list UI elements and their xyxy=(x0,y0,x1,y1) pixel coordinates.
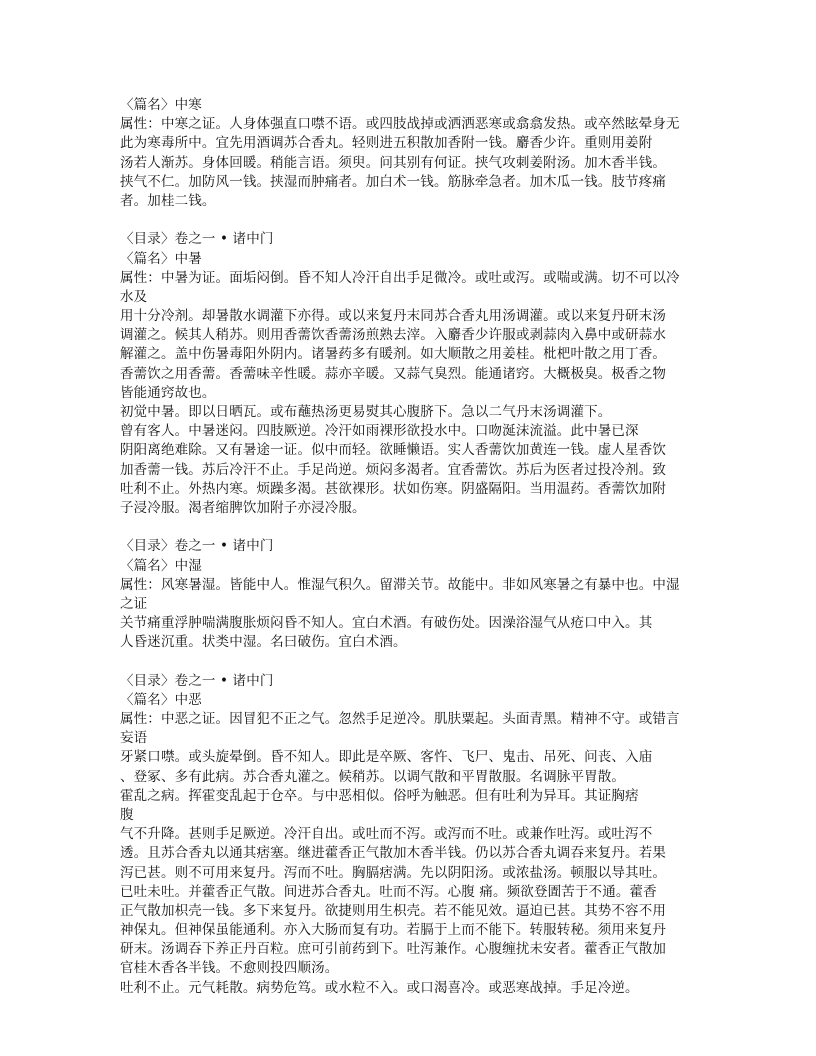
text-line: 解灌之。盖中伤暑毒阳外阴内。诸暑药多有暖剂。如大顺散之用姜桂。枇杷叶散之用丁香。 xyxy=(120,346,666,363)
section-title: 〈篇名〉中恶 xyxy=(120,691,202,708)
text-line: 、登冢、多有此病。苏合香丸灌之。候稍苏。以调气散和平胃散服。名调脉平胃散。 xyxy=(120,768,626,785)
text-line: 属性：中暑为证。面垢闷倒。昏不知人冷汗自出手足微冷。或吐或泻。或喘或满。切不可以冷 xyxy=(120,269,680,286)
section-title: 〈篇名〉中寒 xyxy=(120,97,202,113)
text-line: 牙紧口噤。或头旋晕倒。昏不知人。即此是卒厥、客忤、飞尸、鬼击、吊死、问丧、入庙 xyxy=(120,749,653,766)
text-line: 神保丸。但神保虽能通利。亦入大肠而复有功。若膈于上而不能下。转服转秘。须用来复丹 xyxy=(120,922,666,939)
section-zhong-shi xyxy=(120,537,702,652)
text-line: 属性：风寒暑湿。皆能中人。惟湿气积久。留滞关节。故能中。非如风寒暑之有暴中也。中湿 xyxy=(120,576,680,593)
text-line: 泻已甚。则不可用来复丹。泻而不吐。胸膈痞满。先以阴阳汤。或浓盐汤。顿服以导其吐。 xyxy=(120,864,666,881)
text-line: 妄语 xyxy=(120,730,148,747)
text-line: 吐利不止。元气耗散。病势危笃。或水粒不入。或口渴喜冷。或恶寒战掉。手足冷逆。 xyxy=(120,979,639,996)
section-zhong-shu xyxy=(120,230,702,518)
text-line: 挟气不仁。加防风一钱。挟湿而肿痛者。加白术一钱。筋脉牵急者。加木瓜一钱。肢节疼痛 xyxy=(120,173,666,190)
text-line: 加香薷一钱。苏后冷汗不止。手足尚逆。烦闷多渴者。宜香薷饮。苏后为医者过投冷剂。致 xyxy=(120,461,666,478)
text-line: 皆能通窍故也。 xyxy=(120,384,216,401)
text-line: 霍乱之病。挥霍变乱起于仓卒。与中恶相似。俗呼为触恶。但有吐利为异耳。其证胸痞 xyxy=(120,787,639,804)
section-title: 〈篇名〉中暑 xyxy=(120,250,202,267)
section-spacer xyxy=(120,211,702,230)
text-line: 汤若人渐苏。身体回暖。稍能言语。须臾。问其别有何证。挟气攻刺姜附汤。加木香半钱。 xyxy=(120,154,666,171)
text-line: 水及 xyxy=(120,288,148,305)
text-line: 子浸冷服。渴者缩脾饮加附子亦浸冷服。 xyxy=(120,499,366,516)
text-line: 属性：中寒之证。人身体强直口噤不语。或四肢战掉或洒洒恶寒或翕翕发热。或卒然眩晕身无 xyxy=(120,116,680,133)
section-title: 〈篇名〉中湿 xyxy=(120,557,202,574)
section-spacer xyxy=(120,652,702,671)
section-zhong-e xyxy=(120,672,702,998)
text-line: 此为寒毒所中。宜先用酒调苏合香丸。轻则进五积散加香附一钱。麝香少许。重则用姜附 xyxy=(120,135,653,152)
text-line: 调灌之。候其人稍苏。则用香薷饮香薷汤煎熟去滓。入麝香少许服或剥蒜肉入鼻中或研蒜水 xyxy=(120,327,666,344)
text-line: 吐利不止。外热内寒。烦躁多渴。甚欲裸形。状如伤寒。阴盛隔阳。当用温药。香薷饮加附 xyxy=(120,480,666,497)
text-line: 香薷饮之用香薷。香薷味辛性暖。蒜亦辛暖。又蒜气臭烈。能通诸窍。大概极臭。极香之物 xyxy=(120,365,666,382)
text-line: 者。加桂二钱。 xyxy=(120,192,216,209)
text-line: 用十分冷剂。却暑散水调灌下亦得。或以来复丹末同苏合香丸用汤调灌。或以来复丹研末汤 xyxy=(120,308,666,325)
text-line: 腹 xyxy=(120,806,134,823)
text-line: 透。且苏合香丸以通其痞塞。继进藿香正气散加木香半钱。仍以苏合香丸调吞来复丹。若果 xyxy=(120,845,666,862)
toc-line: 〈目录〉卷之一 • 诸中门 xyxy=(120,672,274,689)
text-line: 已吐未吐。并藿香正气散。间进苏合香丸。吐而不泻。心腹 痛。频欲登圊苦于不通。藿香 xyxy=(120,883,657,900)
section-spacer xyxy=(120,518,702,537)
text-line: 人昏迷沉重。状类中湿。名曰破伤。宜白术酒。 xyxy=(120,634,407,651)
text-line: 关节痛重浮肿喘满腹胀烦闷昏不知人。宜白术酒。有破伤处。因澡浴湿气从疮口中入。其 xyxy=(120,615,653,632)
toc-line: 〈目录〉卷之一 • 诸中门 xyxy=(120,538,274,555)
text-line: 正气散加枳壳一钱。多下来复丹。欲捷则用生枳壳。若不能见效。逼迫已甚。其势不容不用 xyxy=(120,902,666,919)
text-line: 研末。汤调吞下养正丹百粒。庶可引前药到下。吐泻兼作。心腹缠扰未安者。藿香正气散加 xyxy=(120,941,666,958)
document-page xyxy=(120,96,702,998)
toc-line: 〈目录〉卷之一 • 诸中门 xyxy=(120,231,274,248)
text-line: 属性：中恶之证。因冒犯不正之气。忽然手足逆冷。肌肤粟起。头面青黑。精神不守。或错言 xyxy=(120,711,680,727)
text-line: 气不升降。甚则手足厥逆。冷汗自出。或吐而不泻。或泻而不吐。或兼作吐泻。或吐泻不 xyxy=(120,826,653,843)
text-line: 阴阳离绝难除。又有暑途一证。似中而轻。欲睡懒语。实人香薷饮加黄连一钱。虚人星香饮 xyxy=(120,442,666,459)
text-line: 初觉中暑。即以日晒瓦。或布蘸热汤更易熨其心腹脐下。急以二气丹末汤调灌下。 xyxy=(120,404,612,420)
text-line: 官桂木香各半钱。不愈则投四顺汤。 xyxy=(120,960,339,977)
text-line: 之证 xyxy=(120,595,148,612)
text-line: 曾有客人。中暑迷闷。四肢厥逆。冷汗如雨裸形欲投水中。口吻涎沫流溢。此中暑已深 xyxy=(120,423,639,440)
section-zhong-han xyxy=(120,96,702,211)
